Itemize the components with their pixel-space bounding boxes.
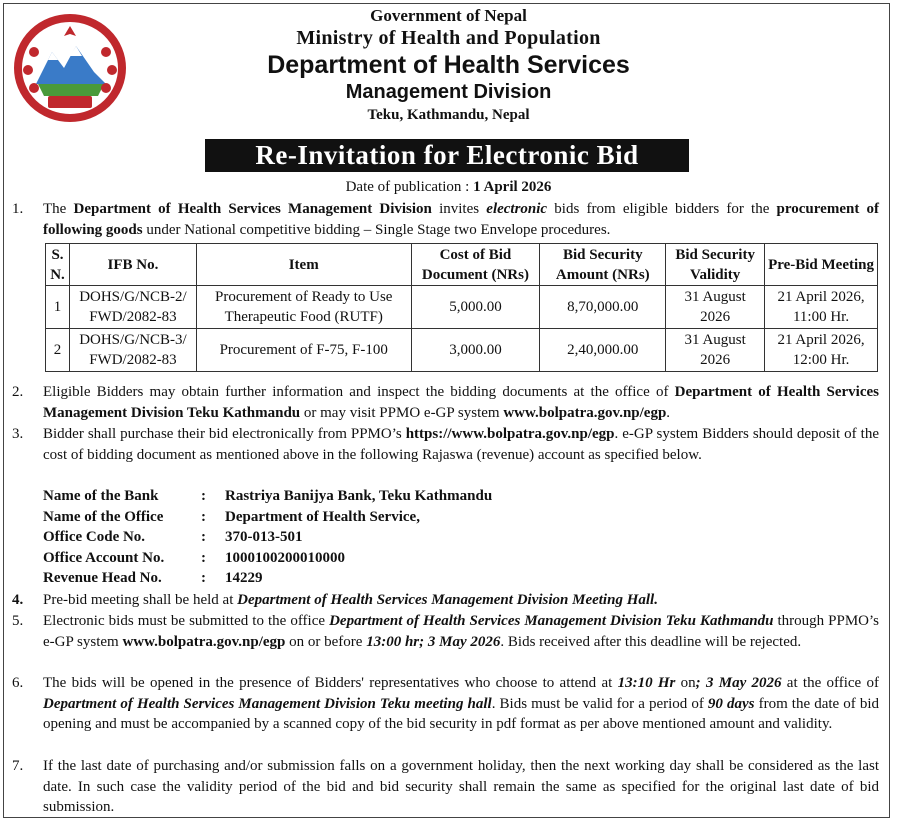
bank-row: Name of the Office : Department of Health Service, [43,508,420,525]
table-cell: 3,000.00 [411,329,540,372]
item-number: 5. [12,613,24,629]
table-cell: 2,40,000.00 [540,329,666,372]
table-cell: 21 April 2026, 12:00 Hr. [765,329,878,372]
notice-title: Re-Invitation for Electronic Bid [205,139,689,172]
paragraph-5: Electronic bids must be submitted to the office Department of Health Services Management Division Teku Kathmandu through PPMO’s e-GP system www.bolpatra.gov.np/egp on or before 13:00 hr; 3 May 2026. Bids received after this deadline will be rejected. [43,613,880,650]
table-cell: 1 [46,286,70,329]
col-header-item: Item [196,244,411,286]
table-row [46,286,878,329]
ministry-name: Ministry of Health and Population [296,27,601,49]
table-cell: 31 August 2026 [666,329,765,372]
table-cell: Procurement of Ready to Use Therapeutic Food (RUTF) [196,286,411,329]
government-name: Government of Nepal [370,6,527,25]
egp-url: https://www.bolpatra.gov.np/egp [405,426,615,442]
egp-link: www.bolpatra.gov.np/egp [503,404,667,421]
bank-row: Revenue Head No. : 14229 [43,570,263,586]
table-header-row [46,244,878,286]
bank-details [43,486,492,589]
table-cell: Procurement of F-75, F-100 [196,329,411,372]
table-cell: 8,70,000.00 [540,286,666,329]
table-cell: 31 August 2026 [666,286,765,329]
item-number: 4. [12,592,24,608]
table-cell: DOHS/G/NCB-3/ FWD/2082-83 [69,329,196,372]
item-number: 2. [12,384,24,400]
item-number: 7. [12,758,24,774]
department-name: Department of Health Services [267,51,630,79]
bank-row: Name of the Bank : Rastriya Banijya Bank, Teku Kathmandu [43,488,493,504]
table-cell: 5,000.00 [411,286,540,329]
table-cell: DOHS/G/NCB-2/ FWD/2082-83 [69,286,196,329]
col-header-cost: Cost of Bid Document (NRs) [411,244,540,286]
division-name: Management Division [345,81,552,103]
paragraph-1: The Department of Health Services Management Division invites electronic bids from eligible bidders for the procurement of following goods under National competitive bidding – Single Stage two Envelope procedures. [43,201,879,238]
paragraph-6: The bids will be opened in the presence of Bidders' representatives who choose to attend at 13:10 Hr on; 3 May 2026 at the office of Department of Health Services Management Division Teku meeting hall. Bids must be valid for a period of 90 days from the date of bid opening and must be accompanied by a scanned copy of the bid security in pdf format as per above mentioned amount and validity. [43,675,879,732]
publication-date: Date of publication : 1 April 2026 [345,179,552,195]
table-cell: 2 [46,329,70,372]
paragraph-2: Eligible Bidders may obtain further information and inspect the bidding documents at the office of Department of Health Services Management Division Teku Kathmandu or may visit PPMO e-GP system www.bolpatra.gov.np/egp. [43,384,879,421]
item-number: 3. [12,426,24,442]
bank-row: Office Code No. : 370-013-501 [43,529,303,545]
table-cell: 21 April 2026, 11:00 Hr. [765,286,878,329]
notice-header [0,6,897,126]
table-row [46,329,878,372]
col-header-ifb: IFB No. [69,244,196,286]
office-address: Teku, Kathmandu, Nepal [367,107,530,123]
paragraph-7: If the last date of purchasing and/or submission falls on a government holiday, then the next working day shall be considered as the last date. In such case the validity period of the bid and bid security shall remain the same as specified for the original last date of bid submission. [43,758,879,815]
col-header-security-validity: Bid Security Validity [666,244,765,286]
paragraph-3: Bidder shall purchase their bid electronically from PPMO’s https://www.bolpatra.gov.np/egp. e-GP system Bidders should deposit of the cost of bidding document as mentioned above in the following Rajaswa (revenue) account as specified below. [43,426,879,463]
bank-row: Office Account No. : 1000100200010000 [43,549,345,566]
col-header-sn: S. N. [46,244,70,286]
item-number: 1. [12,201,24,217]
paragraph-4: Pre-bid meeting shall be held at Department of Health Services Management Division Meeting Hall. [43,592,658,608]
publication-date-value: 1 April 2026 [473,179,552,195]
bid-table [45,243,878,372]
col-header-prebid: Pre-Bid Meeting [765,244,878,286]
item-number: 6. [12,675,24,691]
col-header-security-amount: Bid Security Amount (NRs) [540,244,666,286]
